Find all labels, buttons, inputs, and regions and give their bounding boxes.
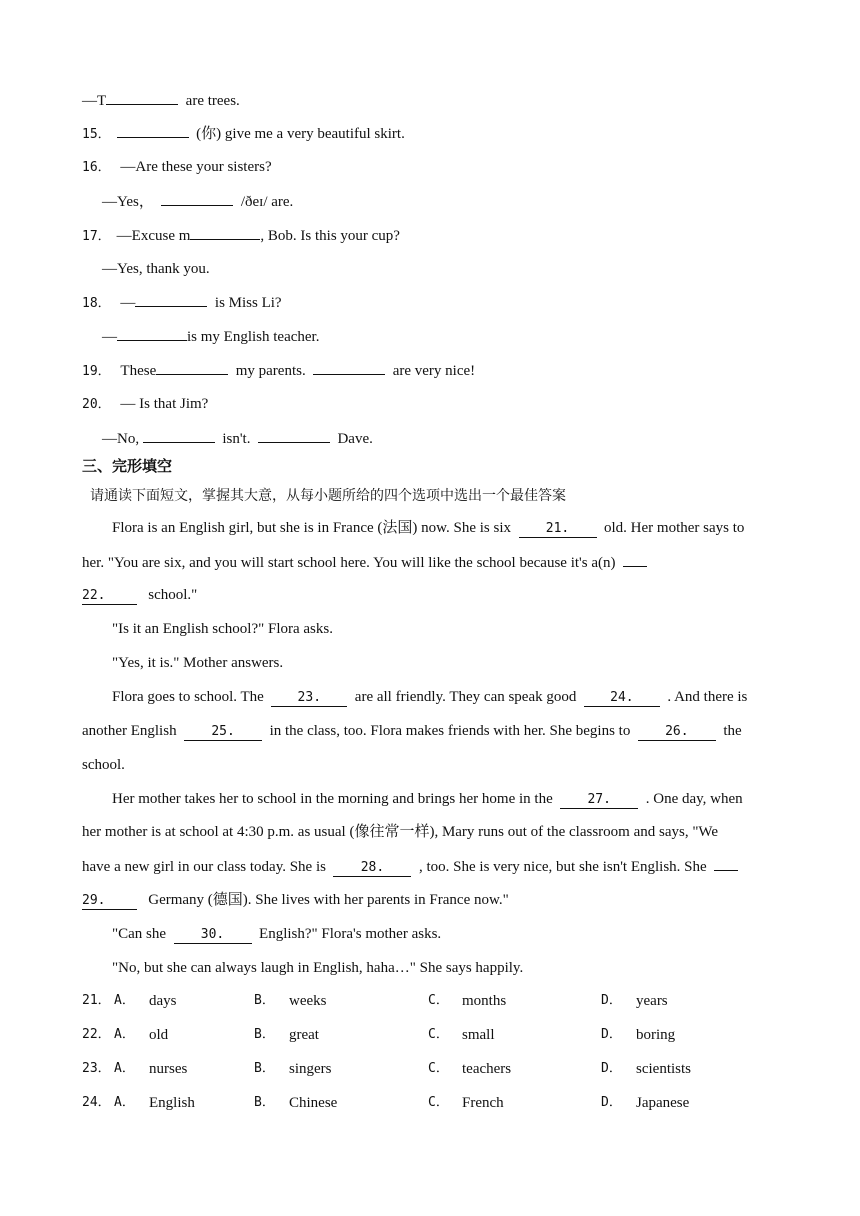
passage-line [112, 619, 333, 639]
option-letter: C． [428, 1095, 449, 1110]
q20-line2 [102, 428, 373, 449]
q16-line1 [82, 157, 272, 178]
blank-continuation [623, 552, 647, 567]
passage-text: the [723, 723, 742, 739]
passage-line [82, 721, 742, 741]
option-d[interactable]: scientists [636, 1061, 691, 1077]
passage-line [82, 822, 718, 842]
option-letter: C． [428, 1027, 449, 1042]
passage-line [112, 687, 747, 707]
passage-text: are all friendly. They can speak good [354, 689, 577, 705]
passage-line [112, 789, 743, 809]
option-c[interactable]: teachers [462, 1061, 512, 1077]
passage-text: Her mother takes her to school in the morning and brings her home in the [112, 791, 553, 807]
blank-continuation [714, 856, 738, 871]
blank[interactable] [258, 428, 330, 443]
answer-blank-29[interactable]: 29. [82, 893, 137, 910]
question-number: 18． [82, 296, 111, 311]
q20-reply-middle: isn't. [222, 431, 251, 447]
option-b[interactable]: weeks [289, 993, 327, 1009]
option-a[interactable]: nurses [149, 1061, 188, 1077]
q18-text: is Miss Li? [214, 295, 282, 311]
option-letter: D． [601, 1061, 622, 1076]
q20-reply-suffix: Dave. [337, 431, 373, 447]
option-d[interactable]: years [636, 993, 668, 1009]
passage-line [82, 755, 125, 775]
option-c[interactable]: French [462, 1095, 504, 1111]
q18-line1 [82, 292, 282, 314]
q19-suffix: are very nice! [392, 363, 476, 379]
answer-blank-23[interactable]: 23. [271, 690, 347, 707]
q16-text: —Are these your sisters? [120, 159, 272, 175]
q20-line1 [82, 394, 208, 415]
q15-text: (你) give me a very beautiful skirt. [196, 126, 405, 142]
question-number: 21． [82, 993, 111, 1008]
passage-text: Flora goes to school. The [112, 689, 264, 705]
option-letter: C． [428, 993, 449, 1008]
question-number: 19． [82, 364, 111, 379]
q19-prefix: These [120, 363, 157, 379]
passage-text: "Is it an English school?" Flora asks. [112, 621, 333, 637]
option-a[interactable]: days [149, 993, 177, 1009]
option-letter: D． [601, 1027, 622, 1042]
passage-text: her mother is at school at 4:30 p.m. as usual (像往常一样), Mary runs out of the classroom and says, "We [82, 824, 719, 840]
question-number: 24． [82, 1095, 111, 1110]
option-letter: A． [114, 1095, 135, 1110]
option-letter: A． [114, 1027, 135, 1042]
passage-line [112, 653, 283, 673]
blank[interactable] [106, 90, 178, 105]
question-number: 16． [82, 160, 111, 175]
question-number: 22． [82, 1027, 111, 1042]
option-letter: D． [601, 993, 622, 1008]
option-a[interactable]: old [149, 1027, 169, 1043]
q18-dash: — [102, 329, 117, 345]
q16-reply-suffix: /ðeɪ/ are. [240, 194, 294, 210]
section-title: 三、完形填空 [82, 457, 173, 475]
q19-middle: my parents. [235, 363, 306, 379]
passage-text: another English [82, 723, 177, 739]
q20-text: — Is that Jim? [120, 396, 209, 412]
passage-text: "Can she [112, 926, 167, 942]
q18-reply: is my English teacher. [187, 329, 320, 345]
q16-line2 [102, 191, 293, 212]
option-b[interactable]: great [289, 1027, 319, 1043]
blank[interactable] [143, 428, 215, 443]
q17-line1 [82, 225, 400, 247]
option-letter: D． [601, 1095, 622, 1110]
blank[interactable] [117, 326, 187, 341]
option-letter: A． [114, 1061, 135, 1076]
q14-prefix: —T [82, 93, 107, 109]
q14-answer-line [82, 90, 240, 111]
blank[interactable] [117, 123, 189, 138]
option-b[interactable]: singers [289, 1061, 332, 1077]
blank[interactable] [190, 225, 260, 240]
passage-line [82, 585, 197, 605]
options-row-21 [82, 991, 782, 1011]
passage-text: . And there is [667, 689, 748, 705]
question-number: 23． [82, 1061, 111, 1076]
q17-suffix: , Bob. Is this your cup? [260, 228, 400, 244]
passage-line [82, 890, 509, 910]
passage-line [82, 856, 738, 877]
section-instruction: 请通读下面短文，掌握其大意，从每小题所给的四个选项中选出一个最佳答案 [90, 488, 566, 504]
option-d[interactable]: Japanese [636, 1095, 690, 1111]
options-row-24 [82, 1093, 782, 1113]
blank[interactable] [313, 360, 385, 375]
q17-reply: —Yes, thank you. [102, 261, 210, 277]
option-a[interactable]: English [149, 1095, 195, 1111]
option-letter: B． [254, 1027, 275, 1042]
passage-text: school." [148, 587, 198, 603]
option-c[interactable]: small [462, 1027, 495, 1043]
options-row-22 [82, 1025, 782, 1045]
answer-blank-28[interactable]: 28. [333, 860, 411, 877]
options-row-23 [82, 1059, 782, 1079]
passage-text: Flora is an English girl, but she is in France (法国) now. She is six [112, 520, 511, 536]
blank[interactable] [156, 360, 228, 375]
answer-blank-26[interactable]: 26. [638, 724, 716, 741]
question-number: 20． [82, 397, 111, 412]
option-b[interactable]: Chinese [289, 1095, 338, 1111]
passage-text: school. [82, 757, 125, 773]
option-letter: B． [254, 1095, 275, 1110]
passage-text: , too. She is very nice, but she isn't English. She [418, 859, 707, 875]
option-letter: A． [114, 993, 135, 1008]
answer-blank-25[interactable]: 25. [184, 724, 262, 741]
answer-blank-21[interactable]: 21. [519, 521, 597, 538]
q18-line2 [102, 326, 319, 347]
passage-text: . One day, when [645, 791, 743, 807]
q20-reply-prefix: —No, [102, 431, 140, 447]
answer-blank-24[interactable]: 24. [584, 690, 660, 707]
question-number: 15． [82, 127, 111, 142]
option-c[interactable]: months [462, 993, 507, 1009]
q15-line [82, 123, 405, 145]
blank[interactable] [161, 191, 233, 206]
q18-dash: — [120, 295, 136, 311]
option-d[interactable]: boring [636, 1027, 676, 1043]
option-letter: B． [254, 993, 275, 1008]
question-number: 17． [82, 229, 111, 244]
q19-line [82, 360, 475, 382]
option-letter: C． [428, 1061, 449, 1076]
passage-text: English?" Flora's mother asks. [259, 926, 442, 942]
passage-text: in the class, too. Flora makes friends with her. She begins to [269, 723, 631, 739]
passage-line [112, 518, 744, 538]
passage-line [112, 958, 523, 978]
q17-prefix: —Excuse m [116, 228, 191, 244]
q14-suffix: are trees. [185, 93, 240, 109]
answer-blank-22[interactable]: 22. [82, 588, 137, 605]
passage-text: old. Her mother says to [604, 520, 745, 536]
q16-reply-prefix: —Yes， [102, 194, 154, 210]
passage-text: have a new girl in our class today. She is [82, 859, 326, 875]
passage-line [82, 552, 647, 573]
answer-blank-30[interactable]: 30. [174, 927, 252, 944]
passage-line [112, 924, 441, 944]
blank[interactable] [135, 292, 207, 307]
q17-line2 [102, 259, 210, 279]
passage-text: "Yes, it is." Mother answers. [112, 655, 284, 671]
option-letter: B． [254, 1061, 275, 1076]
passage-text: "No, but she can always laugh in English, haha…" She says happily. [112, 960, 524, 976]
answer-blank-27[interactable]: 27. [560, 792, 638, 809]
passage-text: her. "You are six, and you will start school here. You will like the school because it's a(n) [82, 555, 616, 571]
passage-text: Germany (德国). She lives with her parents in France now." [148, 892, 509, 908]
